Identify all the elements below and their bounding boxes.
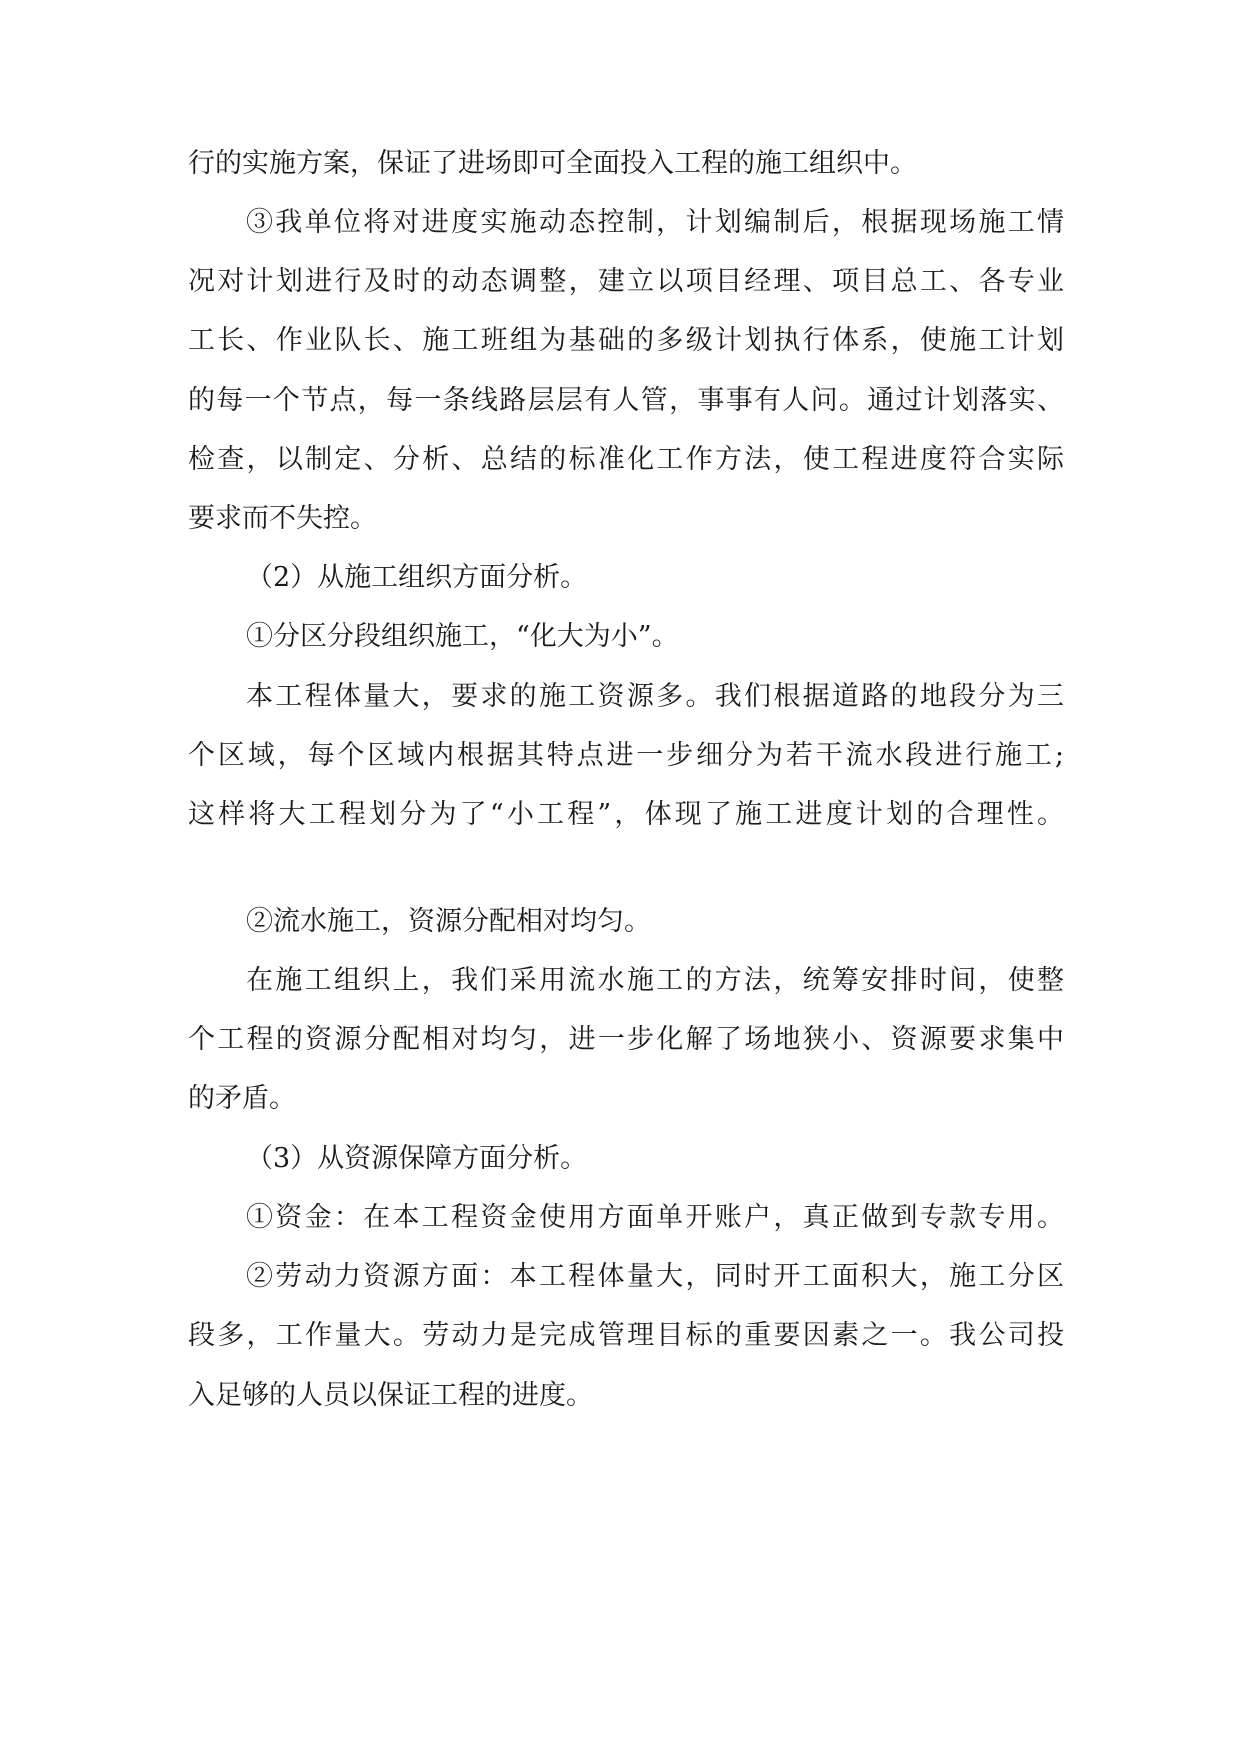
text-line: ②流水施工，资源分配相对均匀。 xyxy=(246,906,651,937)
text-line: ③我单位将对进度实施动态控制，计划编制后，根据现场施工情 xyxy=(246,207,1064,238)
section-heading: （2）从施工组织方面分析。 xyxy=(246,562,588,593)
text-line: 个区域，每个区域内根据其特点进一步细分为若干流水段进行施工; xyxy=(188,740,1064,771)
text-line: 工长、作业队长、施工班组为基础的多级计划执行体系，使施工计划 xyxy=(188,325,1064,356)
text-line: 个工程的资源分配相对均匀，进一步化解了场地狭小、资源要求集中 xyxy=(188,1024,1064,1055)
text-line: 要求而不失控。 xyxy=(188,503,377,534)
text-line: ②劳动力资源方面：本工程体量大，同时开工面积大，施工分区 xyxy=(246,1261,1064,1292)
text-line: ①资金：在本工程资金使用方面单开账户，真正做到专款专用。 xyxy=(246,1202,1064,1233)
text-line: 本工程体量大，要求的施工资源多。我们根据道路的地段分为三 xyxy=(246,681,1064,712)
text-line: 检查，以制定、分析、总结的标准化工作方法，使工程进度符合实际 xyxy=(188,444,1064,475)
text-line: 段多，工作量大。劳动力是完成管理目标的重要因素之一。我公司投 xyxy=(188,1320,1064,1351)
text-line: 的每一个节点，每一条线路层层有人管，事事有人问。通过计划落实、 xyxy=(188,385,1064,416)
text-line: 在施工组织上，我们采用流水施工的方法，统筹安排时间，使整 xyxy=(246,965,1064,996)
text-line: 的矛盾。 xyxy=(188,1083,296,1114)
text-line: 行的实施方案，保证了进场即可全面投入工程的施工组织中。 xyxy=(188,148,917,179)
text-line: 况对计划进行及时的动态调整，建立以项目经理、项目总工、各专业 xyxy=(188,266,1064,297)
text-line: ①分区分段组织施工，“化大为小”。 xyxy=(246,621,679,652)
text-line: 这样将大工程划分为了“小工程”，体现了施工进度计划的合理性。 xyxy=(188,799,1064,830)
section-heading: （3）从资源保障方面分析。 xyxy=(246,1143,588,1174)
text-line: 入足够的人员以保证工程的进度。 xyxy=(188,1380,593,1411)
